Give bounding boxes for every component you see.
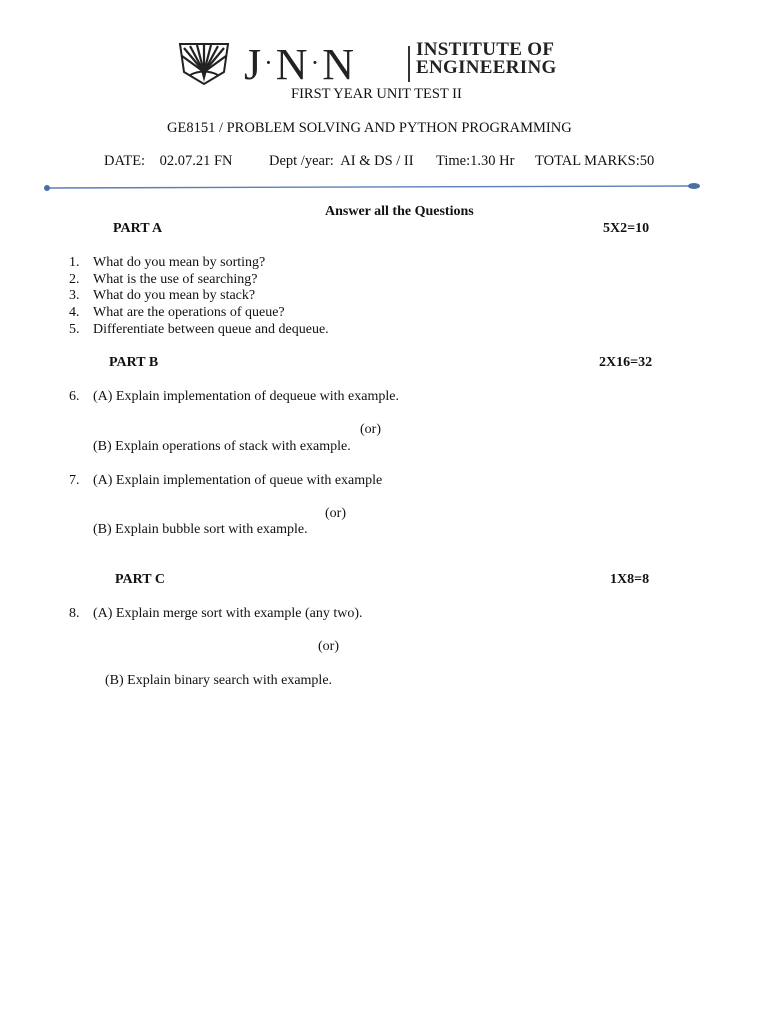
question-7-option-a: (A) Explain implementation of queue with example: [93, 473, 383, 488]
institute-name: [416, 41, 557, 77]
header-divider-line: [44, 183, 700, 193]
sunburst-pen-emblem-icon: [178, 42, 230, 86]
dept-year: Dept /year: AI & DS / II: [269, 153, 414, 169]
instruction: Answer all the Questions: [325, 204, 474, 219]
question-number: 4.: [69, 305, 80, 320]
question-8-option-a: (A) Explain merge sort with example (any two).: [93, 606, 363, 621]
question-number: 5.: [69, 322, 80, 337]
exam-date: DATE: 02.07.21 FN: [104, 153, 233, 169]
question-number: 8.: [69, 606, 80, 621]
question-number: 7.: [69, 473, 80, 488]
brand-letter: N: [322, 40, 356, 89]
institute-name-line1: INSTITUTE OF: [416, 39, 555, 60]
question-text: What do you mean by sorting?: [93, 255, 266, 270]
institute-name-line2: ENGINEERING: [416, 57, 557, 78]
total-marks: TOTAL MARKS:50: [535, 153, 655, 169]
brand-name: [244, 40, 355, 88]
question-text: What do you mean by stack?: [93, 288, 256, 303]
question-8-option-b: (B) Explain binary search with example.: [105, 673, 333, 688]
brand-dot: ·: [310, 48, 321, 77]
question-text: What is the use of searching?: [93, 272, 258, 287]
exam-duration: Time:1.30 Hr: [436, 153, 515, 169]
part-a-marks: 5X2=10: [603, 221, 650, 236]
question-number: 6.: [69, 389, 80, 404]
or-separator: (or): [360, 422, 381, 437]
part-c-marks: 1X8=8: [610, 572, 650, 587]
test-title: FIRST YEAR UNIT TEST II: [291, 86, 462, 102]
question-6-option-a: (A) Explain implementation of dequeue with example.: [93, 389, 399, 404]
brand-dot: ·: [264, 48, 274, 77]
part-a-title: PART A: [113, 221, 163, 236]
question-7-option-b: (B) Explain bubble sort with example.: [93, 522, 308, 537]
part-c-title: PART C: [115, 572, 165, 587]
course-title: GE8151 / PROBLEM SOLVING AND PYTHON PROGRAMMING: [167, 120, 572, 136]
or-separator: (or): [318, 639, 339, 654]
part-b-title: PART B: [109, 355, 159, 370]
question-text: What are the operations of queue?: [93, 305, 285, 320]
brand-letter: N: [275, 40, 309, 89]
question-number: 2.: [69, 272, 80, 287]
brand-letter: J: [244, 40, 263, 89]
part-b-marks: 2X16=32: [599, 355, 653, 370]
question-number: 3.: [69, 288, 80, 303]
question-6-option-b: (B) Explain operations of stack with example.: [93, 439, 351, 454]
question-number: 1.: [69, 255, 80, 270]
question-text: Differentiate between queue and dequeue.: [93, 322, 329, 337]
institute-logo: [178, 40, 598, 90]
or-separator: (or): [325, 506, 346, 521]
logo-divider: [408, 46, 410, 82]
